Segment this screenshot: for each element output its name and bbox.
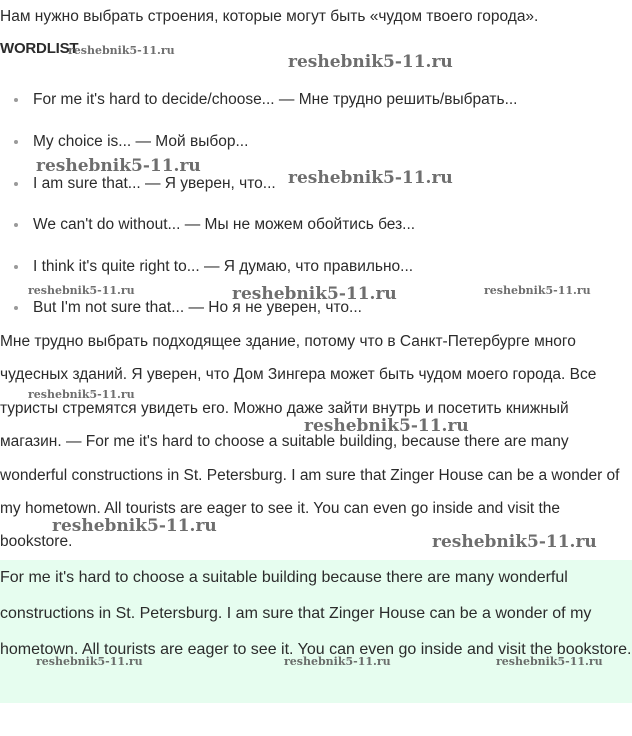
wordlist-item-text: My choice is... — Мой выбор... (33, 133, 249, 150)
bullet-icon (14, 140, 18, 144)
watermark: reshebnik5-11.ru (36, 655, 143, 668)
watermark: reshebnik5-11.ru (288, 168, 453, 188)
watermark: reshebnik5-11.ru (304, 416, 469, 436)
wordlist-item-text: I am sure that... — Я уверен, что... (33, 175, 276, 192)
example-paragraph: Мне трудно выбрать подходящее здание, потому что в Санкт-Петербурге много чудесных зданий. Я уверен, что Дом Зингера может быть чудом моего города. Все туристы стремятся увидеть его. Можно даже зайти внутрь и посетить книжный магазин. — For me it's hard to choose a suitable building, because there are many wonderful constructions in St. Petersburg. I am sure that Zinger House can be a wonder of my hometown. All tourists are eager to see it. You can even go inside and visit the bookstore. (0, 333, 620, 551)
bullet-icon (14, 182, 18, 186)
watermark: reshebnik5-11.ru (432, 532, 597, 552)
watermark: reshebnik5-11.ru (484, 284, 591, 297)
bullet-icon (14, 98, 18, 102)
answer-text: For me it's hard to choose a suitable building because there are many wonderful constructions in St. Petersburg. I am sure that Zinger House can be a wonder of my hometown. All tourists are eager to see it. You can even go inside and visit the bookstore. (0, 569, 632, 658)
bullet-icon (14, 306, 18, 310)
wordlist-item-text: We can't do without... — Мы не можем обойтись без... (33, 216, 416, 233)
watermark: reshebnik5-11.ru (288, 52, 453, 72)
watermark: reshebnik5-11.ru (68, 44, 175, 57)
intro-text: Нам нужно выбрать строения, которые могут быть «чудом твоего города». (0, 8, 539, 25)
watermark: reshebnik5-11.ru (232, 284, 397, 304)
watermark: reshebnik5-11.ru (36, 156, 201, 176)
wordlist-item-text: I think it's quite right to... — Я думаю, что правильно... (33, 258, 414, 275)
watermark: reshebnik5-11.ru (28, 388, 135, 401)
watermark: reshebnik5-11.ru (284, 655, 391, 668)
watermark: reshebnik5-11.ru (52, 516, 217, 536)
wordlist-title: WORDLIST (0, 40, 79, 57)
bullet-icon (14, 265, 18, 269)
bullet-icon (14, 223, 18, 227)
wordlist-item-text: But I'm not sure that... — Но я не уверен, что... (33, 299, 362, 316)
watermark: reshebnik5-11.ru (496, 655, 603, 668)
wordlist-item-text: For me it's hard to decide/choose... — Мне трудно решить/выбрать... (33, 91, 518, 108)
watermark: reshebnik5-11.ru (28, 284, 135, 297)
